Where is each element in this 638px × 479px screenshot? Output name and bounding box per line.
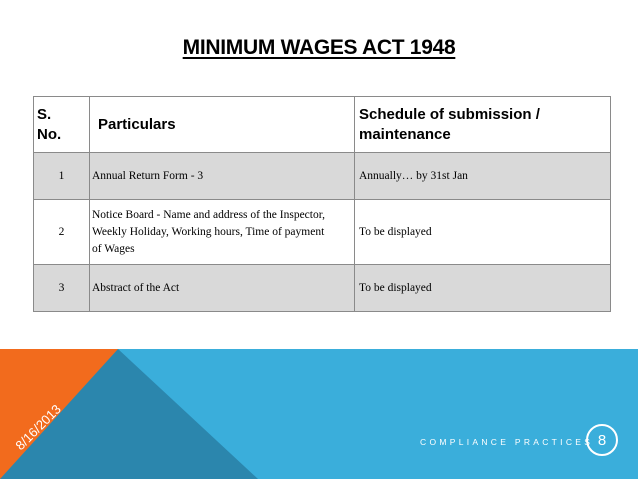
header-sno-line2: No.: [37, 125, 62, 143]
slide-title: MINIMUM WAGES ACT 1948: [182, 36, 456, 59]
header-schedule-line1: Schedule of submission /: [359, 105, 540, 123]
row-particulars: Abstract of the Act: [90, 265, 355, 312]
page-number: 8: [597, 431, 607, 449]
row-sno: 3: [34, 265, 90, 312]
row-schedule: To be displayed: [355, 265, 611, 312]
row-particulars: Annual Return Form - 3: [90, 153, 355, 200]
header-schedule-line2: maintenance: [359, 125, 451, 143]
row-sno: 2: [34, 200, 90, 265]
header-sno-line1: S.: [37, 105, 52, 123]
particulars-line: Weekly Holiday, Working hours, Time of payment: [92, 225, 325, 238]
header-particulars: Particulars: [90, 97, 355, 153]
row-schedule: To be displayed: [355, 200, 611, 265]
slide-date: 8/16/2013: [12, 401, 64, 453]
particulars-line: Notice Board - Name and address of the Inspector,: [92, 208, 325, 221]
row-schedule: Annually… by 31st Jan: [355, 153, 611, 200]
particulars-line: of Wages: [92, 242, 135, 255]
footer-label: COMPLIANCE PRACTICES: [420, 437, 594, 447]
page-number-badge: [586, 424, 618, 456]
row-sno: 1: [34, 153, 90, 200]
